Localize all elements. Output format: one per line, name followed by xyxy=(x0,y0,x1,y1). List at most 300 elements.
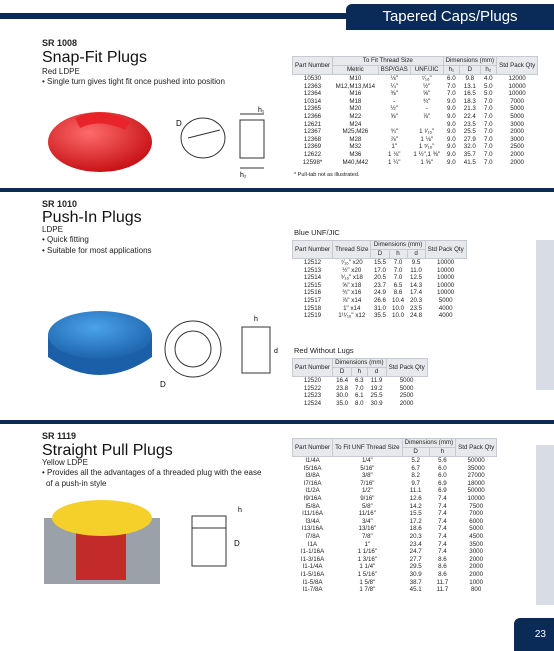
col-header: To Fit Thread Size xyxy=(333,57,444,66)
table-cell: 5.0 xyxy=(483,82,493,90)
table-row xyxy=(293,282,467,290)
push-in-plug-illustration xyxy=(40,305,290,395)
table-cell: 5/16" xyxy=(360,464,375,472)
table-cell: 7.0 xyxy=(483,143,493,151)
table-cell: 1 ¼" xyxy=(387,158,401,166)
table-cell: 12.6 xyxy=(409,494,422,502)
table-cell: 9.7 xyxy=(411,479,420,487)
table-cell: M25,M26 xyxy=(342,128,369,136)
table-cell: 25.5 xyxy=(370,392,383,400)
table-cell: 12363 xyxy=(303,82,322,90)
table-cell: 12520 xyxy=(303,377,322,384)
table-row xyxy=(293,579,497,587)
table-cell: 12367 xyxy=(303,128,322,136)
table-cell: 18.3 xyxy=(463,97,476,105)
table-cell: 6.0 xyxy=(438,464,447,472)
table-cell: 5.2 xyxy=(411,457,420,464)
table-cell: 30.9 xyxy=(409,570,422,578)
table-cell: 12524 xyxy=(303,399,322,407)
table-cell: 1" xyxy=(391,143,398,151)
table-cell: 5000 xyxy=(510,105,524,113)
dim-label-d: D xyxy=(176,119,182,128)
table-row xyxy=(293,487,497,495)
table-cell: ½" x20 xyxy=(342,266,362,274)
table-row xyxy=(293,305,467,313)
edge-strip xyxy=(536,240,554,390)
material-label: Yellow LDPE xyxy=(42,458,88,467)
table-cell: I1-3/16A xyxy=(300,555,325,563)
table-cell: 2000 xyxy=(510,150,524,158)
section-code: SR 1008 xyxy=(42,38,78,48)
table-cell: 12366 xyxy=(303,112,322,120)
table-cell: 19.2 xyxy=(370,384,383,392)
table-cell: 7.0 xyxy=(393,259,403,266)
table-cell: 7.0 xyxy=(483,128,493,136)
table-cell: 11.7 xyxy=(436,578,449,586)
table-cell: 13.1 xyxy=(463,82,476,90)
table-cell: 7500 xyxy=(469,502,484,510)
table-cell: 3000 xyxy=(510,120,524,128)
table-cell: 18000 xyxy=(467,479,485,487)
table-cell: 7.4 xyxy=(438,525,447,533)
table-cell: 3/8" xyxy=(361,472,373,480)
table-cell: ⅝" xyxy=(390,112,398,120)
snap-fit-plug-illustration xyxy=(40,100,290,180)
snap-fit-dimension-drawing xyxy=(181,114,264,168)
col-subheader: UNF/JIC xyxy=(410,66,443,75)
table-cell: 4500 xyxy=(469,532,484,540)
table-cell: 20.5 xyxy=(373,274,386,282)
table-cell: 35.7 xyxy=(463,150,476,158)
bullet-item: of a push-in style xyxy=(46,479,107,488)
table-cell: 1/4" xyxy=(361,457,373,464)
table-cell: - xyxy=(393,97,396,105)
table-cell: 4000 xyxy=(438,304,453,312)
table-cell: 5000 xyxy=(438,296,453,304)
table-cell: 25.5 xyxy=(463,128,476,136)
table-cell: 3000 xyxy=(469,548,484,556)
col-header: To Fit UNF Thread Size xyxy=(333,439,403,457)
col-header: Thread Size xyxy=(333,241,371,259)
table-cell: 11.1 xyxy=(409,487,422,495)
col-subheader: d xyxy=(367,368,386,377)
material-label: Red LDPE xyxy=(42,67,80,76)
table-cell: 7.4 xyxy=(438,510,447,518)
push-in-blue-table xyxy=(292,240,467,320)
table-cell: ⅝" xyxy=(423,90,431,98)
table-row xyxy=(293,586,497,594)
table-cell: 18.6 xyxy=(409,525,422,533)
table-cell: 1 3/16" xyxy=(357,555,378,563)
table-cell: 10.4 xyxy=(392,296,405,304)
table-row xyxy=(293,556,497,564)
table-cell: 6.5 xyxy=(393,281,403,289)
table-cell: 1¹¹⁄₁₆" x12 xyxy=(338,312,366,320)
table-cell: 7000 xyxy=(469,510,484,518)
table-row xyxy=(293,267,467,275)
col-subheader: h xyxy=(352,368,367,377)
table-cell: M40,M42 xyxy=(342,158,369,166)
col-subheader: h₁ xyxy=(443,66,460,75)
straight-pull-dimension-drawing xyxy=(192,516,226,566)
dim-label-d: D xyxy=(160,380,166,389)
table-cell: 2500 xyxy=(510,143,524,151)
table-cell: 7000 xyxy=(510,97,524,105)
table-cell: 1 ⁵⁄₁₆" xyxy=(418,143,435,151)
table-cell: 13/16" xyxy=(358,525,377,533)
table-cell: 6.0 xyxy=(447,75,456,82)
table-row xyxy=(293,75,538,83)
table-cell: 10.0 xyxy=(392,304,405,312)
yellow-plug-cap xyxy=(52,500,152,536)
table-caption: Red Without Lugs xyxy=(294,346,354,355)
table-cell: ⁷⁄₁₆" xyxy=(421,75,432,82)
table-cell: 7.0 xyxy=(447,82,456,90)
col-subheader: D xyxy=(333,368,352,377)
table-cell: 10000 xyxy=(508,90,526,98)
table-cell: 12517 xyxy=(303,296,322,304)
table-cell: 9.8 xyxy=(465,75,475,82)
table-cell: 35.0 xyxy=(336,399,349,407)
col-subheader: Metric xyxy=(333,66,379,75)
table-cell: 2000 xyxy=(469,563,484,571)
section-title: Straight Pull Plugs xyxy=(42,442,173,459)
table-row xyxy=(293,472,497,480)
bullet-item: • Suitable for most applications xyxy=(42,246,152,255)
table-cell: 20.3 xyxy=(410,296,423,304)
table-cell: 8.6 xyxy=(393,289,403,297)
table-row xyxy=(293,274,467,282)
bullet-item: • Single turn gives tight fit once pushed into position xyxy=(42,77,225,86)
table-row xyxy=(293,548,497,556)
table-cell: 2000 xyxy=(510,158,524,166)
table-cell: 7.0 xyxy=(483,158,493,166)
table-caption: Blue UNF/JIC xyxy=(294,228,340,237)
straight-pull-plug-illustration xyxy=(40,498,290,590)
table-cell: I1-5/8A xyxy=(302,578,323,586)
table-cell: 14.3 xyxy=(410,281,423,289)
table-row xyxy=(293,136,538,144)
table-cell: ⅞" x14 xyxy=(342,296,362,304)
table-cell: 9.0 xyxy=(447,158,456,166)
table-cell: 32.0 xyxy=(463,143,476,151)
edge-strip xyxy=(536,445,554,605)
table-cell xyxy=(378,121,410,129)
table-cell: I1-1/16A xyxy=(300,548,325,556)
table-row xyxy=(293,143,538,151)
table-cell: M22 xyxy=(349,112,362,120)
table-cell: 5000 xyxy=(469,525,484,533)
table-cell: 45.1 xyxy=(409,586,422,594)
table-row xyxy=(293,289,467,297)
table-cell: 5000 xyxy=(399,384,414,392)
col-header: Dimensions (mm) xyxy=(333,359,386,368)
table-cell: I7/8A xyxy=(305,532,320,540)
table-cell: ⅞" xyxy=(423,112,431,120)
table-row xyxy=(293,128,538,136)
table-cell: 7.4 xyxy=(438,502,447,510)
table-cell: 23.8 xyxy=(336,384,349,392)
table-cell: 5000 xyxy=(399,377,414,384)
table-cell: 8.6 xyxy=(438,563,447,571)
table-cell: 9.5 xyxy=(411,259,421,266)
dim-label-h1: h₁ xyxy=(258,107,265,114)
table-cell: 7.0 xyxy=(483,135,493,143)
table-row xyxy=(293,385,428,393)
table-cell: 12516 xyxy=(303,289,322,297)
table-row xyxy=(293,121,538,129)
section-code: SR 1010 xyxy=(42,199,78,209)
table-cell: 6.9 xyxy=(438,479,447,487)
col-subheader: BSP/GAS xyxy=(378,66,410,75)
table-cell: ¾" x16 xyxy=(342,289,362,297)
table-cell: 12512 xyxy=(303,259,322,266)
table-row xyxy=(293,259,467,267)
table-cell: 3/4" xyxy=(361,517,373,525)
col-header: Part Number xyxy=(293,359,333,377)
table-cell: I1/4A xyxy=(305,457,320,464)
table-cell: 10000 xyxy=(437,266,455,274)
table-cell: 22.4 xyxy=(463,112,476,120)
table-row xyxy=(293,510,497,518)
table-cell: ⁷⁄₁₆" x20 xyxy=(340,259,363,266)
table-cell: 3000 xyxy=(510,135,524,143)
table-cell: 23.5 xyxy=(463,120,476,128)
table-cell: 14.2 xyxy=(409,502,422,510)
table-cell: I3/8A xyxy=(305,472,320,480)
col-subheader: h xyxy=(389,250,407,259)
table-row xyxy=(293,98,538,106)
table-cell: 35000 xyxy=(467,464,485,472)
col-header: Dimensions (mm) xyxy=(371,241,425,250)
straight-pull-table xyxy=(292,438,497,594)
table-cell: 7.0 xyxy=(447,90,456,98)
table-row xyxy=(293,90,538,98)
table-cell: I9/16A xyxy=(303,494,322,502)
table-cell: 30.9 xyxy=(370,399,383,407)
section-divider xyxy=(0,188,554,192)
table-cell: 6.3 xyxy=(355,377,364,384)
table-cell: 7.0 xyxy=(483,97,493,105)
table-cell: 7.4 xyxy=(438,517,447,525)
col-header: Std Pack Qty xyxy=(456,439,497,457)
table-cell: M16 xyxy=(349,90,362,98)
table-cell: 10314 xyxy=(303,97,322,105)
table-cell: 10.0 xyxy=(392,312,405,320)
table-cell: 9.0 xyxy=(447,128,456,136)
col-subheader: D xyxy=(460,66,480,75)
table-cell: 10000 xyxy=(467,494,485,502)
table-cell: 10000 xyxy=(437,274,455,282)
bullet-item: • Provides all the advantages of a threaded plug with the ease xyxy=(42,468,262,477)
table-cell: 9.0 xyxy=(447,143,456,151)
dim-label-h2: h₂ xyxy=(240,172,247,179)
table-cell: 2000 xyxy=(510,128,524,136)
table-cell: 12513 xyxy=(303,266,322,274)
table-cell: I1A xyxy=(307,540,318,548)
table-cell: 2000 xyxy=(469,570,484,578)
table-cell: 30.0 xyxy=(336,392,349,400)
table-cell: ⁹⁄₁₆" x18 xyxy=(340,274,363,282)
col-header: Std Pack Qty xyxy=(425,241,466,259)
table-cell: 5/8" xyxy=(361,502,373,510)
table-cell: I5/16A xyxy=(303,464,322,472)
table-cell: 29.5 xyxy=(409,563,422,571)
table-cell: 50000 xyxy=(467,487,485,495)
table-cell: 27.7 xyxy=(409,555,422,563)
table-cell: 7/8" xyxy=(361,532,373,540)
table-cell: I13/16A xyxy=(301,525,324,533)
table-cell: 800 xyxy=(470,586,482,594)
table-cell: 11.0 xyxy=(410,266,422,274)
table-cell: 12000 xyxy=(508,75,526,82)
table-cell: 6000 xyxy=(469,517,484,525)
table-cell: 12598* xyxy=(302,158,323,166)
table-cell: ⅞" xyxy=(390,135,398,143)
table-row xyxy=(293,400,428,408)
table-cell: 2000 xyxy=(399,399,414,407)
table-cell: 7.4 xyxy=(438,540,447,548)
table-cell: 6.9 xyxy=(438,487,447,495)
col-header: Dimensions (mm) xyxy=(402,439,455,448)
table-cell: ⅝" x18 xyxy=(342,281,362,289)
table-cell: 12368 xyxy=(303,135,322,143)
table-row xyxy=(293,113,538,121)
table-cell: 1 ⅝" xyxy=(420,158,433,166)
table-cell: 7.0 xyxy=(483,105,493,113)
table-row xyxy=(293,563,497,571)
table-cell: 11.7 xyxy=(436,586,449,594)
table-cell: 7.4 xyxy=(438,548,447,556)
table-cell: M28 xyxy=(349,135,362,143)
table-cell: 5.0 xyxy=(483,90,493,98)
table-row xyxy=(293,480,497,488)
table-cell: 12523 xyxy=(303,392,322,400)
blue-plug-body xyxy=(48,311,152,359)
table-cell: 24.8 xyxy=(410,312,423,320)
table-cell: 12621 xyxy=(303,120,322,128)
col-header: Std Pack Qty xyxy=(497,57,538,75)
table-cell: 8.2 xyxy=(411,472,420,480)
col-header: Part Number xyxy=(293,57,333,75)
page-title: Tapered Caps/Plugs xyxy=(346,4,554,30)
table-row xyxy=(293,541,497,549)
bullet-item: • Quick fitting xyxy=(42,235,89,244)
table-row xyxy=(293,312,467,320)
table-cell: 35.5 xyxy=(373,312,386,320)
material-label: LDPE xyxy=(42,225,63,234)
table-cell: 7.0 xyxy=(355,384,364,392)
table-cell: ⅛" xyxy=(390,75,398,82)
table-cell: ¼" xyxy=(390,82,398,90)
table-cell: M36 xyxy=(349,150,362,158)
table-cell: 17.2 xyxy=(409,517,422,525)
bullet-list xyxy=(42,76,225,87)
table-cell: ¾" xyxy=(423,97,431,105)
table-row xyxy=(293,533,497,541)
table-row xyxy=(293,571,497,579)
table-row xyxy=(293,495,497,503)
table-cell: 7.0 xyxy=(393,274,403,282)
table-cell: 1 ⅛" xyxy=(387,150,401,158)
table-cell: 16.4 xyxy=(336,377,349,384)
table-cell: 7.0 xyxy=(393,266,403,274)
table-row xyxy=(293,377,428,385)
table-cell: 9.0 xyxy=(447,97,456,105)
dim-label-d: D xyxy=(234,539,240,548)
table-cell: 10000 xyxy=(508,82,526,90)
table-cell: 31.0 xyxy=(373,304,386,312)
table-cell: 7.0 xyxy=(483,120,493,128)
table-cell: 11.9 xyxy=(370,377,383,384)
table-cell: 24.7 xyxy=(409,548,422,556)
table-cell: 10000 xyxy=(437,289,455,297)
table-cell: 1 ⅛" xyxy=(420,135,433,143)
table-cell: ½" xyxy=(390,105,398,113)
table-cell: 27.9 xyxy=(463,135,476,143)
table-cell: 6.7 xyxy=(411,464,420,472)
col-subheader: D xyxy=(402,448,429,457)
table-cell: 5.6 xyxy=(438,457,447,464)
table-cell: 23.5 xyxy=(410,304,423,312)
table-cell: M12,M13,M14 xyxy=(335,82,376,90)
table-cell: 8.6 xyxy=(438,570,447,578)
table-cell: 7.4 xyxy=(438,532,447,540)
table-row xyxy=(293,83,538,91)
table-cell: 5000 xyxy=(510,112,524,120)
dim-label-h: h xyxy=(238,507,242,514)
table-cell: 9.0 xyxy=(447,120,456,128)
table-cell: 1000 xyxy=(469,578,484,586)
table-cell: 10000 xyxy=(437,281,455,289)
table-cell: 12515 xyxy=(303,281,322,289)
table-cell: M10 xyxy=(349,75,362,82)
table-row xyxy=(293,503,497,511)
table-cell: 2500 xyxy=(399,392,414,400)
table-cell: 20.3 xyxy=(409,532,422,540)
table-row xyxy=(293,465,497,473)
table-cell: 2000 xyxy=(469,555,484,563)
section-title: Snap-Fit Plugs xyxy=(42,49,147,66)
table-cell: ½" xyxy=(423,82,431,90)
table-cell: 6.1 xyxy=(355,392,364,400)
table-cell: ⅜" xyxy=(390,90,398,98)
table-cell: 21.3 xyxy=(463,105,476,113)
col-header: Dimensions (mm) xyxy=(443,57,496,66)
push-in-dimension-drawing xyxy=(165,321,270,377)
table-cell: 8.0 xyxy=(355,399,364,407)
table-cell: 7/16" xyxy=(360,479,375,487)
table-cell: 1 5/16" xyxy=(357,570,378,578)
bullet-list xyxy=(42,234,152,256)
table-cell: 7.0 xyxy=(483,150,493,158)
table-cell: 12365 xyxy=(303,105,322,113)
snap-fit-table xyxy=(292,56,538,166)
table-cell: 17.0 xyxy=(373,266,386,274)
table-cell: 9.0 xyxy=(447,112,456,120)
table-cell: M20 xyxy=(349,105,362,113)
table-cell: 12518 xyxy=(303,304,322,312)
table-cell: I3/4A xyxy=(305,517,320,525)
table-cell: 10530 xyxy=(303,75,322,82)
table-cell: 15.5 xyxy=(409,510,422,518)
table-cell: 1" x14 xyxy=(343,304,361,312)
table-cell: 9/16" xyxy=(360,494,375,502)
table-cell: ¾" xyxy=(390,128,398,136)
table-cell: 12364 xyxy=(303,90,322,98)
section-title: Push-In Plugs xyxy=(42,209,142,226)
table-cell: 1 ½",1 ⅜" xyxy=(413,150,441,158)
